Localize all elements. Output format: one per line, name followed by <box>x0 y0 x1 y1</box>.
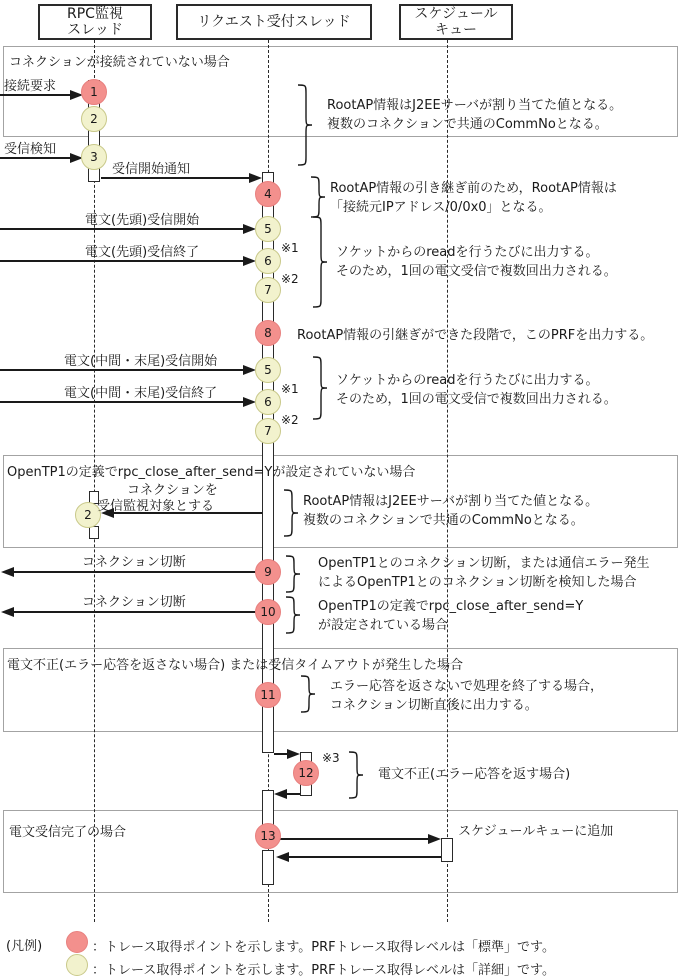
trace-point-6: 6 <box>255 248 281 274</box>
trace-point-3: 3 <box>81 144 107 170</box>
message-arrow-line <box>0 94 70 96</box>
annotation-text: RootAP情報の引継ぎができた段階で，このPRFを出力する。 <box>297 328 654 343</box>
trace-point-5: 5 <box>255 216 281 242</box>
trace-point-4: 4 <box>255 181 281 207</box>
lifeline-header-label: リクエスト受付スレッド <box>197 14 351 30</box>
message-arrow-line <box>0 401 243 403</box>
reference-marker: ※2 <box>281 272 299 286</box>
trace-point-5: 5 <box>255 357 281 383</box>
curly-brace-icon <box>312 216 328 312</box>
annotation-text: RootAP情報はJ2EEサーバが割り当てた値となる。 <box>327 98 623 113</box>
message-arrowhead-icon <box>276 852 289 862</box>
reference-marker: ※3 <box>322 751 340 765</box>
message-label: スケジュールキューに追加 <box>458 824 614 839</box>
curly-brace-icon <box>285 555 301 597</box>
message-label: コネクション切断 <box>82 595 186 610</box>
activation-bar <box>441 838 453 862</box>
message-arrowhead-icon <box>1 607 14 617</box>
message-label: 受信監視対象とする <box>97 499 215 514</box>
curly-brace-icon <box>297 84 313 170</box>
legend-standard-text: ：トレース取得ポイントを示します。PRFトレース取得レベルは「標準」です。 <box>92 940 555 955</box>
lifeline-header-rpc-thread <box>38 4 152 40</box>
message-label: 受信開始通知 <box>112 162 191 177</box>
message-arrow-line <box>0 369 243 371</box>
lifeline-header-label: スケジュール <box>414 6 498 22</box>
message-label: 接続要求 <box>4 79 57 94</box>
trace-point-9: 9 <box>255 559 281 585</box>
trace-point-13: 13 <box>255 823 281 849</box>
message-arrow-line <box>0 228 243 230</box>
message-label: コネクションを <box>127 483 218 498</box>
message-label: 電文(中間・末尾)受信終了 <box>64 386 218 401</box>
annotation-text: OpenTP1とのコネクション切断，または通信エラー発生 <box>318 556 650 571</box>
case-section-label: コネクションが接続されていない場合 <box>9 55 230 70</box>
curly-brace-icon <box>300 675 316 717</box>
message-arrow-line <box>14 571 262 573</box>
lifeline-header-schedule-queue <box>399 4 513 40</box>
trace-point-12: 12 <box>293 760 319 786</box>
lifeline-header-label: キュー <box>435 22 477 38</box>
case-section-label: OpenTP1の定義でrpc_close_after_send=Yが設定されていない場合 <box>7 465 416 480</box>
trace-point-2: 2 <box>75 502 101 528</box>
annotation-text: そのため，1回の電文受信で複数回出力される。 <box>336 392 617 407</box>
trace-point-7: 7 <box>255 418 281 444</box>
curly-brace-icon <box>348 751 364 803</box>
trace-point-10: 10 <box>255 599 281 625</box>
message-arrow-line <box>276 838 428 840</box>
legend-title: (凡例) <box>6 939 43 954</box>
annotation-text: RootAP情報はJ2EEサーバが割り当てた値となる。 <box>303 494 599 509</box>
annotation-text: そのため，1回の電文受信で複数回出力される。 <box>336 264 617 279</box>
message-arrowhead-icon <box>274 789 287 799</box>
lifeline-header-request-thread <box>176 4 372 40</box>
curly-brace-icon <box>283 489 299 541</box>
message-arrow-line <box>14 611 262 613</box>
trace-point-8: 8 <box>255 320 281 346</box>
annotation-text: OpenTP1の定義でrpc_close_after_send=Y <box>318 599 584 614</box>
trace-point-1: 1 <box>81 79 107 105</box>
annotation-text: ソケットからのreadを行うたびに出力する。 <box>336 245 599 260</box>
trace-point-7: 7 <box>255 277 281 303</box>
legend-detail-text: ：トレース取得ポイントを示します。PRFトレース取得レベルは「詳細」です。 <box>92 963 555 978</box>
reference-marker: ※1 <box>281 382 299 396</box>
message-label: コネクション切断 <box>82 555 186 570</box>
lifeline <box>447 40 448 922</box>
reference-marker: ※2 <box>281 413 299 427</box>
message-arrowhead-icon <box>1 567 14 577</box>
annotation-text: コネクション切断直後に出力する。 <box>330 698 538 713</box>
message-arrowhead-icon <box>428 834 441 844</box>
message-label: 電文(先頭)受信開始 <box>85 213 200 228</box>
curly-brace-icon <box>312 356 328 424</box>
annotation-text: が設定されている場合 <box>318 618 449 633</box>
message-arrowhead-icon <box>287 749 300 759</box>
trace-point-2: 2 <box>81 106 107 132</box>
legend-detail-trace-point-icon <box>66 954 88 976</box>
lifeline-header-label: スレッド <box>67 22 123 38</box>
trace-point-6: 6 <box>255 389 281 415</box>
case-section-label: 電文受信完了の場合 <box>9 825 127 840</box>
annotation-text: ソケットからのreadを行うたびに出力する。 <box>336 373 599 388</box>
annotation-text: 電文不正(エラー応答を返す場合) <box>378 767 571 782</box>
reference-marker: ※1 <box>281 241 299 255</box>
message-arrow-line <box>0 260 243 262</box>
annotation-text: 「接続元IPアドレス/0/0x0」となる。 <box>330 200 552 215</box>
message-arrow-line <box>274 753 287 755</box>
annotation-text: エラー応答を返さないで処理を終了する場合， <box>330 679 604 694</box>
annotation-text: によるOpenTP1とのコネクション切断を検知した場合 <box>318 575 637 590</box>
activation-bar <box>89 526 99 539</box>
annotation-text: 複数のコネクションで共通のCommNoとなる。 <box>327 117 608 132</box>
annotation-text: 複数のコネクションで共通のCommNoとなる。 <box>303 513 584 528</box>
message-label: 受信検知 <box>4 142 57 157</box>
message-arrow-line <box>287 793 300 795</box>
message-label: 電文(中間・末尾)受信開始 <box>64 354 218 369</box>
trace-point-11: 11 <box>255 682 281 708</box>
legend-standard-trace-point-icon <box>66 931 88 953</box>
message-label: 電文(先頭)受信終了 <box>85 245 200 260</box>
message-arrowhead-icon <box>249 173 262 183</box>
message-arrow-line <box>289 856 441 858</box>
message-arrow-line <box>0 157 70 159</box>
activation-bar <box>262 850 274 885</box>
lifeline-header-label: RPC監視 <box>67 6 123 22</box>
case-section-label: 電文不正(エラー応答を返さない場合) または受信タイムアウトが発生した場合 <box>7 658 464 673</box>
annotation-text: RootAP情報の引き継ぎ前のため，RootAP情報は <box>330 181 617 196</box>
message-arrow-line <box>101 177 249 179</box>
curly-brace-icon <box>285 596 301 638</box>
